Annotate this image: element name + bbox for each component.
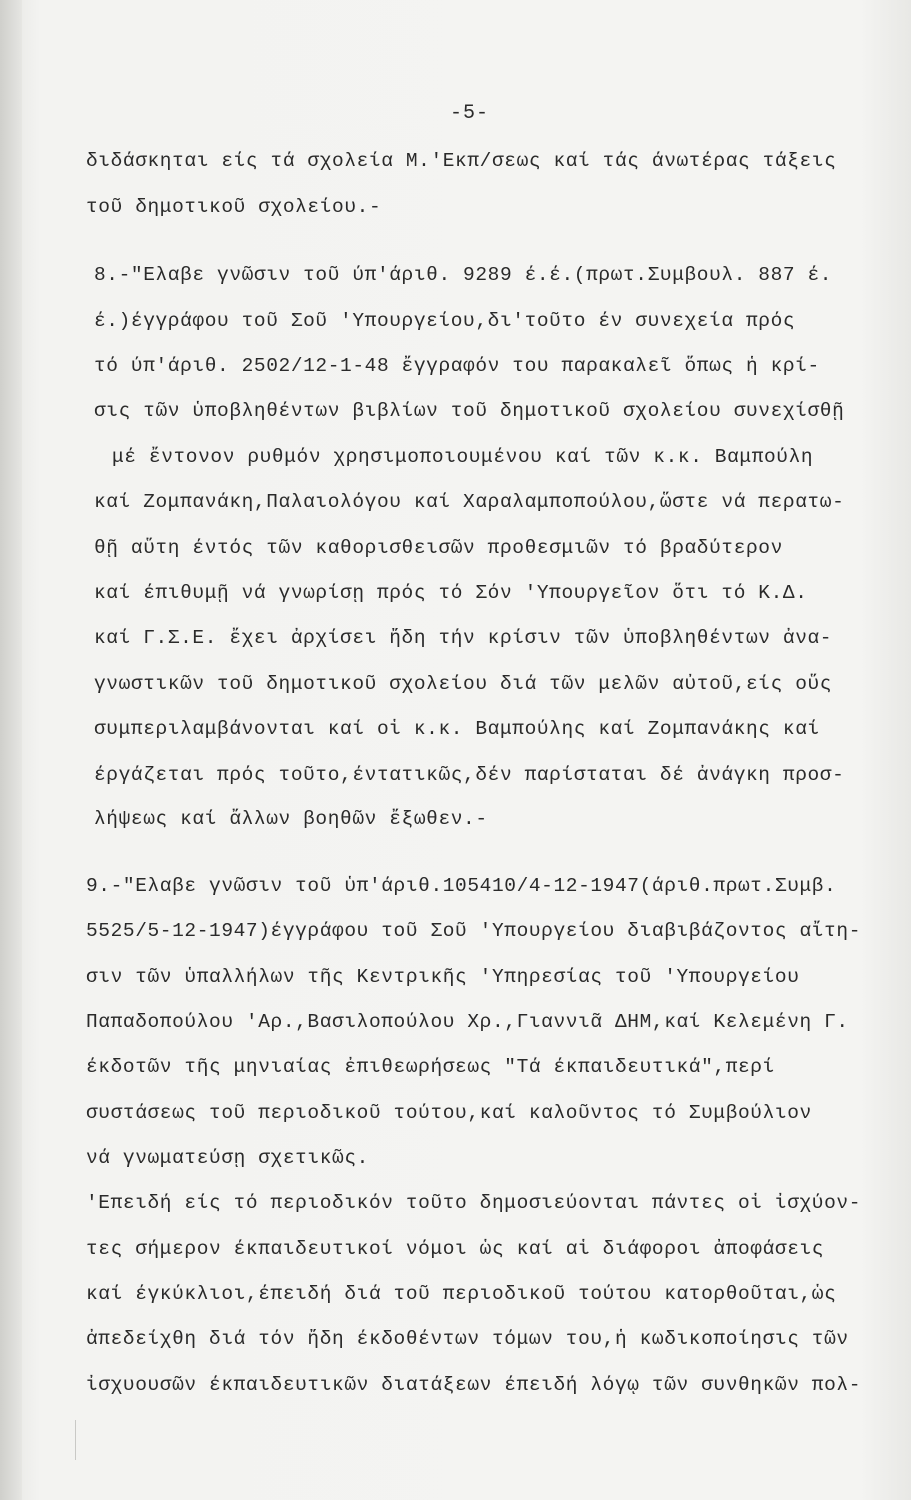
text-line: μέ ἔντονον ρυθμόν χρησιμοποιουμένου καί τῶν κ.κ. Βαμπούλη [112, 446, 814, 468]
text-line: τό ύπ'άριθ. 2502/12-1-48 ἔγγραφόν του παρακαλεῖ ὅπως ἡ κρί- [94, 355, 820, 377]
text-line: καί έπιθυμῇ νά γνωρίσῃ πρός τό Σόν 'Υπουργεῖον ὅτι τό Κ.Δ. [94, 582, 808, 604]
text-line: θῇ αὕτη έντός τῶν καθορισθεισῶν προθεσμιῶν τό βραδύτερον [94, 537, 783, 559]
text-line: συστάσεως τοῦ περιοδικοῦ τούτου,καί καλοῦντος τό Συμβούλιον [86, 1102, 812, 1124]
page-number: -5- [450, 102, 490, 125]
text-line: 5525/5-12-1947)έγγράφου τοῦ Σοῦ 'Υπουργείου διαβιβάζοντος αἴτη- [86, 920, 862, 942]
text-line: συμπεριλαμβάνονται καί οἱ κ.κ. Βαμπούλης καί Ζομπανάκης καί [94, 718, 820, 740]
text-line: καί έγκύκλιοι,έπειδή διά τοῦ περιοδικοῦ τούτου κατορθοῦται,ὡς [86, 1283, 837, 1305]
footer-rule [75, 1420, 76, 1460]
binding-edge [0, 0, 22, 1500]
text-line: σιν τῶν ὑπαλλήλων τῆς Κεντρικῆς 'Υπηρεσίας τοῦ 'Υπουργείου [86, 966, 800, 988]
text-line: τες σήμερον έκπαιδευτικοί νόμοι ὡς καί αἱ διάφοροι ἀποφάσεις [86, 1238, 825, 1260]
text-line: νά γνωματεύσῃ σχετικῶς. [86, 1147, 369, 1169]
text-line: λήψεως καί ἄλλων βοηθῶν ἔξωθεν.- [94, 808, 488, 830]
text-line: γνωστικῶν τοῦ δημοτικοῦ σχολείου διά τῶν μελῶν αὐτοῦ,είς οὕς [94, 673, 833, 695]
text-line: ἰσχυουσῶν έκπαιδευτικῶν διατάξεων έπειδή λόγῳ τῶν συνθηκῶν πολ- [86, 1374, 862, 1396]
text-line: έ.)έγγράφου τοῦ Σοῦ 'Υπουργείου,δι'τοῦτο έν συνεχεία πρός [94, 310, 796, 332]
text-line: Παπαδοπούλου 'Αρ.,Βασιλοπούλου Χρ.,Γιαννιᾶ ΔΗΜ,καί Κελεμένη Γ. [86, 1011, 849, 1033]
text-line: έκδοτῶν τῆς μηνιαίας ἐπιθεωρήσεως "Τά έκπαιδευτικά",περί [86, 1056, 775, 1078]
text-line: τοῦ δημοτικοῦ σχολείου.- [86, 196, 382, 218]
text-line: 8.-"Ελαβε γνῶσιν τοῦ ύπ'άριθ. 9289 έ.έ.(πρωτ.Συμβουλ. 887 έ. [94, 264, 833, 286]
text-line: σις τῶν ὑποβληθέντων βιβλίων τοῦ δημοτικοῦ σχολείου συνεχίσθῇ [94, 400, 845, 422]
text-line: 9.-"Ελαβε γνῶσιν τοῦ ὑπ'άριθ.105410/4-12-1947(άριθ.πρωτ.Συμβ. [86, 875, 837, 897]
text-line: ἀπεδείχθη διά τόν ἤδη έκδοθέντων τόμων του,ἡ κωδικοποίησις τῶν [86, 1328, 849, 1350]
text-line: διδάσκηται είς τά σχολεία Μ.'Εκπ/σεως καί τάς άνωτέρας τάξεις [86, 150, 837, 172]
text-line: έργάζεται πρός τοῦτο,έντατικῶς,δέν παρίσταται δέ ἀνάγκη προσ- [94, 764, 845, 786]
text-line: καί Γ.Σ.Ε. ἔχει ἀρχίσει ἤδη τήν κρίσιν τῶν ὑποβληθέντων ἀνα- [94, 627, 833, 649]
text-line: 'Επειδή είς τό περιοδικόν τοῦτο δημοσιεύονται πάντες οἱ ἰσχύον- [86, 1192, 862, 1214]
text-line: καί Ζομπανάκη,Παλαιολόγου καί Χαραλαμποπούλου,ὥστε νά περατω- [94, 491, 845, 513]
